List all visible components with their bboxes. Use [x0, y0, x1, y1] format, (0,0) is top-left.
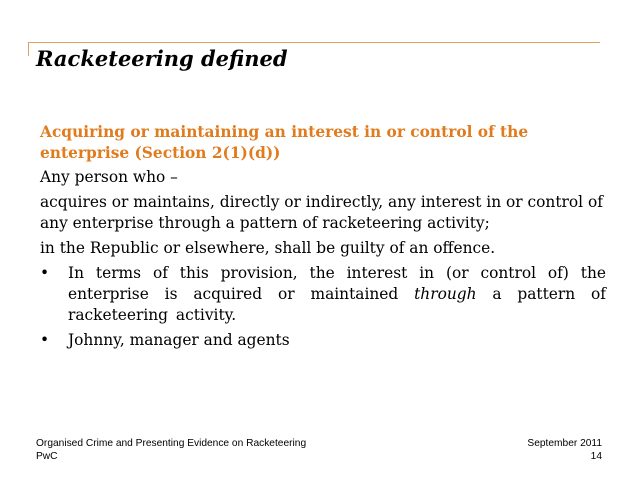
paragraph-acquires: acquires or maintains, directly or indirectly, any interest in or control of any enterprise through a pattern of racketeering activity;: [40, 193, 603, 232]
bullet-text-part-2: a pattern of racketeering activity.: [68, 285, 606, 324]
footer-left: [36, 438, 306, 463]
slide-title: Racketeering defined: [36, 46, 288, 71]
slide-content: [40, 122, 606, 351]
bullet-text: Johnny, manager and agents: [68, 331, 290, 349]
bullet-item-interest: [40, 263, 606, 326]
section-heading: [40, 122, 606, 164]
title-rule-horizontal: [28, 42, 600, 43]
bullet-icon: •: [40, 331, 50, 349]
paragraph-any-person: Any person who –: [40, 168, 178, 186]
section-heading-line-2: enterprise (Section 2(1)(d)): [40, 144, 281, 162]
bullet-item-johnny: [40, 330, 606, 351]
section-heading-line-1: Acquiring or maintaining an interest in or control of the: [40, 123, 529, 141]
footer-right: [527, 438, 602, 463]
footer-presentation-title: Organised Crime and Presenting Evidence on Racketeering: [36, 438, 307, 449]
footer-company: PwC: [36, 450, 58, 462]
bullet-icon: •: [40, 264, 50, 282]
bullet-text-emphasis: through: [414, 285, 477, 303]
paragraph-republic: in the Republic or elsewhere, shall be guilty of an offence.: [40, 239, 496, 257]
footer-page-number: 14: [590, 450, 602, 462]
bullet-text-part-1: In terms of this provision, the interest in (or control of) the enterprise is acquired or maintained: [68, 264, 606, 303]
title-rule-vertical: [28, 42, 29, 56]
footer-date: September 2011: [527, 438, 602, 449]
